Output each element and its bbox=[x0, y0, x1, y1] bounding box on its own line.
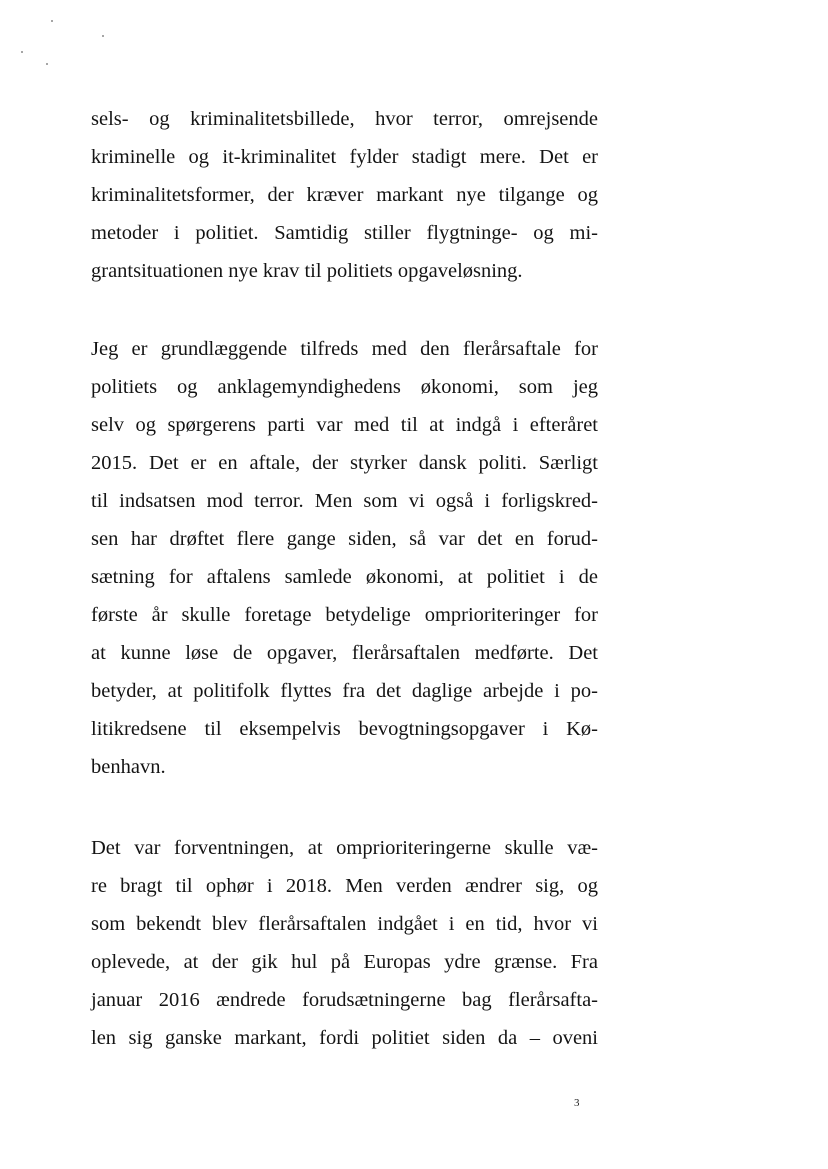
text-line: at kunne løse de opgaver, flerårsaftalen medførte. Det bbox=[91, 642, 598, 664]
text-line: politiets og anklagemyndighedens økonomi, som jeg bbox=[91, 376, 598, 398]
text-line: grantsituationen nye krav til politiets opgaveløsning. bbox=[91, 260, 523, 282]
text-line: Det var forventningen, at omprioriteringerne skulle væ- bbox=[91, 837, 598, 859]
text-line: sætning for aftalens samlede økonomi, at politiet i de bbox=[91, 566, 598, 588]
text-line: kriminalitetsformer, der kræver markant nye tilgange og bbox=[91, 184, 598, 206]
text-line: len sig ganske markant, fordi politiet siden da – oveni bbox=[91, 1027, 598, 1049]
text-line: betyder, at politifolk flyttes fra det daglige arbejde i po- bbox=[91, 680, 598, 702]
text-line: re bragt til ophør i 2018. Men verden ændrer sig, og bbox=[91, 875, 598, 897]
scan-speck bbox=[46, 63, 48, 65]
text-line: januar 2016 ændrede forudsætningerne bag flerårsafta- bbox=[91, 989, 598, 1011]
scan-speck bbox=[21, 51, 23, 53]
text-line: til indsatsen mod terror. Men som vi også i forligskred- bbox=[91, 490, 598, 512]
text-line: Jeg er grundlæggende tilfreds med den flerårsaftale for bbox=[91, 338, 598, 360]
text-line: kriminelle og it-kriminalitet fylder stadigt mere. Det er bbox=[91, 146, 598, 168]
text-line: første år skulle foretage betydelige omprioriteringer for bbox=[91, 604, 598, 626]
text-line: som bekendt blev flerårsaftalen indgået i en tid, hvor vi bbox=[91, 913, 598, 935]
text-line: litikredsene til eksempelvis bevogtningsopgaver i Kø- bbox=[91, 718, 598, 740]
scan-speck bbox=[102, 35, 104, 37]
text-line: oplevede, at der gik hul på Europas ydre grænse. Fra bbox=[91, 951, 598, 973]
text-line: sels- og kriminalitetsbillede, hvor terror, omrejsende bbox=[91, 108, 598, 130]
text-line: metoder i politiet. Samtidig stiller flygtninge- og mi- bbox=[91, 222, 598, 244]
scan-speck bbox=[51, 20, 53, 22]
text-line: selv og spørgerens parti var med til at indgå i efteråret bbox=[91, 414, 598, 436]
text-line: 2015. Det er en aftale, der styrker dansk politi. Særligt bbox=[91, 452, 598, 474]
text-line: sen har drøftet flere gange siden, så var det en forud- bbox=[91, 528, 598, 550]
text-line: benhavn. bbox=[91, 756, 166, 778]
page-number: 3 bbox=[574, 1097, 580, 1109]
